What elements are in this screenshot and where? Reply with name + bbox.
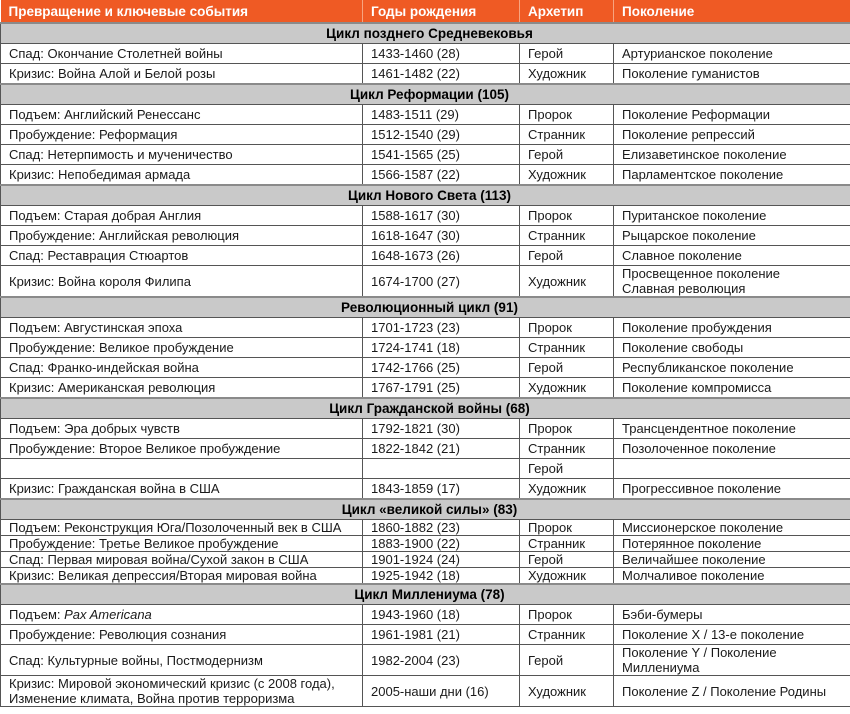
archetype-cell: Странник: [520, 625, 614, 645]
table-row: [1, 246, 850, 266]
table-row: [1, 145, 850, 165]
generation-cell: [614, 246, 850, 266]
archetype-cell: Герой: [520, 358, 614, 378]
birth-years-cell: 1541-1565 (25): [363, 145, 520, 165]
archetype-cell: Герой: [520, 645, 614, 676]
birth-years-cell: 1742-1766 (25): [363, 358, 520, 378]
event-text: Пробуждение: Реформация: [9, 127, 178, 142]
generation-text: Бэби-бумеры: [622, 607, 703, 622]
birth-years-cell: 1483-1511 (29): [363, 105, 520, 125]
event-text: Подъем: Августинская эпоха: [9, 320, 183, 335]
section-header-row: [1, 84, 850, 105]
column-header-generation: Поколение: [614, 0, 850, 23]
archetype-cell: Пророк: [520, 520, 614, 536]
generation-cell: [614, 645, 850, 676]
event-cell: [1, 338, 363, 358]
section-header-row: [1, 499, 850, 520]
event-cell: [1, 378, 363, 399]
generation-cell: [614, 520, 850, 536]
event-cell: [1, 645, 363, 676]
generation-text: Парламентское поколение: [622, 167, 784, 182]
event-cell: [1, 64, 363, 85]
table-row: [1, 676, 850, 707]
generation-text: Славное поколение: [622, 248, 742, 263]
archetype-cell: Странник: [520, 536, 614, 552]
birth-years-cell: 1860-1882 (23): [363, 520, 520, 536]
table-row: [1, 165, 850, 186]
generation-text: Просвещенное поколение: [622, 266, 781, 281]
column-header-events: Превращение и ключевые события: [1, 0, 363, 23]
archetype-cell: Странник: [520, 125, 614, 145]
generation-cell: [614, 439, 850, 459]
event-text: Подъем: Реконструкция Юга/Позолоченный век в США: [9, 519, 342, 535]
generation-text: Пуританское поколение: [622, 208, 767, 223]
table-row: [1, 44, 850, 64]
event-text: Пробуждение: Английская революция: [9, 228, 240, 243]
generation-text: Поколение репрессий: [622, 127, 755, 142]
generation-cell: [614, 105, 850, 125]
event-cell: [1, 246, 363, 266]
generation-text: Молчаливое поколение: [622, 567, 765, 583]
generation-cell: [614, 64, 850, 85]
event-text: Подъем: Эра добрых чувств: [9, 421, 180, 436]
event-cell: [1, 439, 363, 459]
archetype-cell: Странник: [520, 439, 614, 459]
generation-cell: [614, 266, 850, 298]
table-row: [1, 206, 850, 226]
event-text: Кризис: Американская революция: [9, 380, 216, 395]
event-cell: [1, 568, 363, 585]
archetype-cell: Художник: [520, 266, 614, 298]
archetype-cell: Пророк: [520, 605, 614, 625]
section-title: Цикл Реформации (105): [1, 84, 850, 105]
event-cell: [1, 520, 363, 536]
column-header-archetype: Архетип: [520, 0, 614, 23]
table-row: [1, 459, 850, 479]
event-text: Пробуждение: Революция сознания: [9, 627, 227, 642]
table-row: [1, 568, 850, 585]
event-cell: [1, 536, 363, 552]
event-text: Кризис: Война Алой и Белой розы: [9, 66, 216, 81]
event-text: Пробуждение: Третье Великое пробуждение: [9, 535, 279, 551]
generation-cell: [614, 378, 850, 399]
generation-text: Рыцарское поколение: [622, 228, 756, 243]
section-title: Цикл «великой силы» (83): [1, 499, 850, 520]
section-title: Цикл Миллениума (78): [1, 584, 850, 605]
archetype-cell: Художник: [520, 568, 614, 585]
birth-years-cell: 1943-1960 (18): [363, 605, 520, 625]
table-row: [1, 338, 850, 358]
birth-years-cell: 1566-1587 (22): [363, 165, 520, 186]
table-row: [1, 439, 850, 459]
generation-cell: [614, 676, 850, 707]
birth-years-cell: 1961-1981 (21): [363, 625, 520, 645]
table-row: [1, 536, 850, 552]
event-text: Спад: Окончание Столетней войны: [9, 46, 223, 61]
archetype-cell: Художник: [520, 64, 614, 85]
archetype-cell: Художник: [520, 165, 614, 186]
event-text: Пробуждение: Второе Великое пробуждение: [9, 441, 281, 456]
birth-years-cell: 2005-наши дни (16): [363, 676, 520, 707]
archetype-cell: Герой: [520, 459, 614, 479]
archetype-cell: Художник: [520, 378, 614, 399]
event-text: Кризис: Гражданская война в США: [9, 481, 220, 496]
birth-years-cell: 1901-1924 (24): [363, 552, 520, 568]
section-header-row: [1, 297, 850, 318]
birth-years-cell: [363, 459, 520, 479]
section-title: Цикл Нового Света (113): [1, 185, 850, 206]
section-title: Цикл позднего Средневековья: [1, 23, 850, 44]
event-text: Кризис: Великая депрессия/Вторая мировая война: [9, 567, 317, 583]
generation-cell: [614, 358, 850, 378]
generation-text: Елизаветинское поколение: [622, 147, 787, 162]
generation-text: Артурианское поколение: [622, 46, 773, 61]
birth-years-cell: 1701-1723 (23): [363, 318, 520, 338]
event-cell: [1, 459, 363, 479]
table-row: [1, 105, 850, 125]
birth-years-cell: 1724-1741 (18): [363, 338, 520, 358]
section-header-row: [1, 185, 850, 206]
table-row: [1, 625, 850, 645]
generation-cell: [614, 459, 850, 479]
table-row: [1, 520, 850, 536]
event-cell: [1, 145, 363, 165]
event-cell: [1, 419, 363, 439]
table-row: [1, 226, 850, 246]
generation-cell: [614, 318, 850, 338]
event-text-line2: Изменение климата, Война против терроризма: [9, 691, 295, 706]
generation-cell: [614, 552, 850, 568]
birth-years-cell: 1433-1460 (28): [363, 44, 520, 64]
birth-years-cell: 1792-1821 (30): [363, 419, 520, 439]
generation-text-line2: Миллениума: [622, 660, 700, 675]
event-cell: [1, 479, 363, 500]
event-cell: [1, 105, 363, 125]
generation-cell: [614, 479, 850, 500]
archetype-cell: Художник: [520, 676, 614, 707]
event-prefix: Подъем:: [9, 607, 65, 622]
event-text: Кризис: Непобедимая армада: [9, 167, 191, 182]
table-row: [1, 479, 850, 500]
birth-years-cell: 1588-1617 (30): [363, 206, 520, 226]
event-cell: [1, 358, 363, 378]
birth-years-cell: 1767-1791 (25): [363, 378, 520, 399]
birth-years-cell: 1883-1900 (22): [363, 536, 520, 552]
generation-cell: [614, 625, 850, 645]
table-body: [1, 23, 850, 707]
generation-text: Трансцендентное поколение: [622, 421, 796, 436]
generation-text: Поколение свободы: [622, 340, 744, 355]
generation-text: Республиканское поколение: [622, 360, 794, 375]
event-text: Кризис: Война короля Филипа: [9, 273, 191, 289]
event-cell: [1, 318, 363, 338]
table-row: [1, 318, 850, 338]
generation-text: Поколение компромисса: [622, 380, 772, 395]
column-header-birth-years: Годы рождения: [363, 0, 520, 23]
section-title: Революционный цикл (91): [1, 297, 850, 318]
table-row: [1, 645, 850, 676]
generation-text-line2: Славная революция: [622, 281, 746, 296]
archetype-cell: Герой: [520, 44, 614, 64]
archetype-cell: Странник: [520, 226, 614, 246]
event-cell: [1, 125, 363, 145]
table-row: [1, 419, 850, 439]
birth-years-cell: 1512-1540 (29): [363, 125, 520, 145]
generation-text: Поколение Z / Поколение Родины: [622, 683, 827, 699]
generation-text: Величайшее поколение: [622, 551, 766, 567]
table-row: [1, 266, 850, 298]
birth-years-cell: 1843-1859 (17): [363, 479, 520, 500]
generation-cell: [614, 419, 850, 439]
generation-text: Поколение гуманистов: [622, 66, 760, 81]
generation-cell: [614, 605, 850, 625]
table-header-row: [1, 0, 850, 23]
generation-cell: [614, 536, 850, 552]
birth-years-cell: 1822-1842 (21): [363, 439, 520, 459]
archetype-cell: Пророк: [520, 206, 614, 226]
generation-text: Поколение Y / Поколение: [622, 645, 777, 660]
table-row: [1, 605, 850, 625]
table-row: [1, 552, 850, 568]
event-cell: [1, 266, 363, 298]
archetype-cell: Пророк: [520, 318, 614, 338]
event-cell: [1, 44, 363, 64]
birth-years-cell: 1925-1942 (18): [363, 568, 520, 585]
generation-text: Позолоченное поколение: [622, 441, 776, 456]
event-text: Спад: Нетерпимость и мученичество: [9, 147, 233, 162]
generation-cell: [614, 165, 850, 186]
archetype-cell: Герой: [520, 145, 614, 165]
generation-cell: [614, 226, 850, 246]
section-header-row: [1, 398, 850, 419]
generation-text: Поколение пробуждения: [622, 320, 772, 335]
birth-years-cell: 1618-1647 (30): [363, 226, 520, 246]
archetype-cell: Художник: [520, 479, 614, 500]
generation-text: Поколение X / 13-е поколение: [622, 627, 805, 642]
table-row: [1, 64, 850, 85]
archetype-cell: Герой: [520, 552, 614, 568]
archetype-cell: Герой: [520, 246, 614, 266]
generation-text: Поколение Реформации: [622, 107, 771, 122]
generation-cell: [614, 125, 850, 145]
event-text: Подъем: Старая добрая Англия: [9, 208, 202, 223]
section-header-row: [1, 23, 850, 44]
event-cell: [1, 165, 363, 186]
birth-years-cell: 1674-1700 (27): [363, 266, 520, 298]
archetype-cell: Пророк: [520, 105, 614, 125]
birth-years-cell: 1648-1673 (26): [363, 246, 520, 266]
generation-cell: [614, 206, 850, 226]
birth-years-cell: 1982-2004 (23): [363, 645, 520, 676]
event-cell: [1, 226, 363, 246]
event-text: Спад: Первая мировая война/Сухой закон в США: [9, 551, 309, 567]
event-text: Спад: Культурные войны, Постмодернизм: [9, 652, 263, 668]
generation-cell: [614, 44, 850, 64]
section-header-row: [1, 584, 850, 605]
event-italic: Pax Americana: [64, 607, 152, 622]
event-text: Пробуждение: Великое пробуждение: [9, 340, 234, 355]
event-text: Спад: Реставрация Стюартов: [9, 248, 189, 263]
section-title: Цикл Гражданской войны (68): [1, 398, 850, 419]
birth-years-cell: 1461-1482 (22): [363, 64, 520, 85]
event-cell: [1, 605, 363, 625]
table-row: [1, 378, 850, 399]
generation-cell: [614, 568, 850, 585]
event-cell: [1, 206, 363, 226]
event-cell: [1, 625, 363, 645]
generation-text: Потерянное поколение: [622, 535, 762, 551]
table-row: [1, 125, 850, 145]
generation-text: Прогрессивное поколение: [622, 481, 781, 496]
generation-cell: [614, 145, 850, 165]
event-text: Кризис: Мировой экономический кризис (с 2008 года),: [9, 676, 335, 691]
generation-cell: [614, 338, 850, 358]
event-text: Подъем: Английский Ренессанс: [9, 107, 201, 122]
generation-text: Миссионерское поколение: [622, 519, 784, 535]
event-text: Спад: Франко-индейская война: [9, 360, 199, 375]
archetype-cell: Пророк: [520, 419, 614, 439]
archetype-cell: Странник: [520, 338, 614, 358]
event-cell: [1, 676, 363, 707]
table-row: [1, 358, 850, 378]
event-cell: [1, 552, 363, 568]
